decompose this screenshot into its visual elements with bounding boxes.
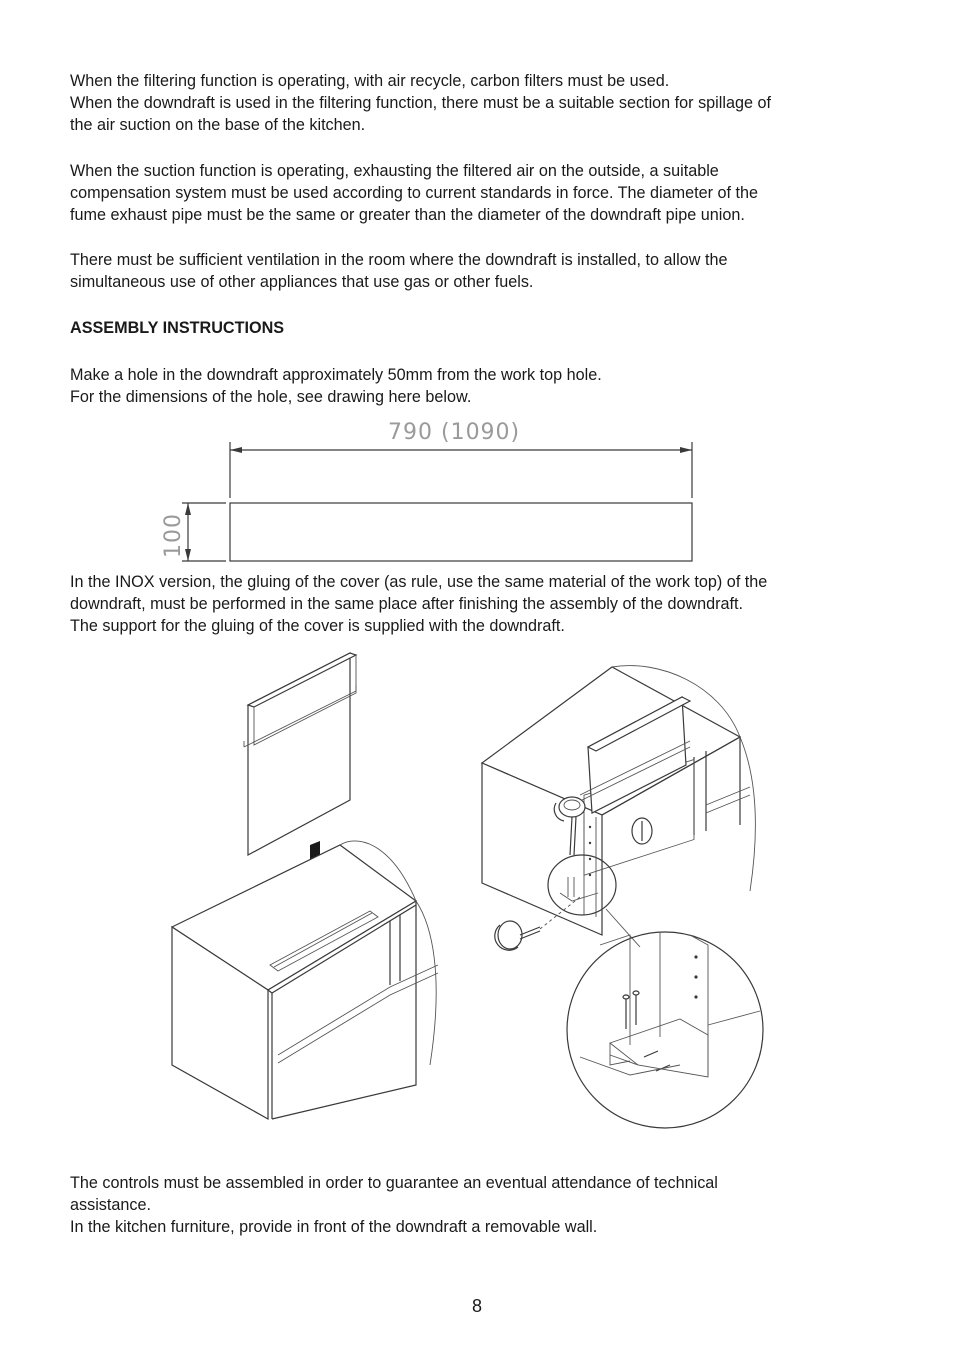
text-line: When the suction function is operating, exhausting the filtered air on the outside, a suitable <box>70 162 719 180</box>
arrow-head <box>680 447 692 453</box>
paragraph-inox <box>70 571 880 637</box>
text-line: When the filtering function is operating, with air recycle, carbon filters must be used. <box>70 72 670 90</box>
text-line: The support for the gluing of the cover is supplied with the downdraft. <box>70 617 565 635</box>
text-line: For the dimensions of the hole, see drawing here below. <box>70 388 472 406</box>
text-line: Make a hole in the downdraft approximately 50mm from the work top hole. <box>70 366 602 384</box>
text-line: the air suction on the base of the kitchen. <box>70 116 366 134</box>
text-line: When the downdraft is used in the filtering function, there must be a suitable section for spillage of <box>70 94 771 112</box>
paragraph-hole <box>70 364 880 408</box>
arrow-head <box>230 447 242 453</box>
height-dimension-label: 100 <box>161 513 186 558</box>
section-heading: ASSEMBLY INSTRUCTIONS <box>70 319 285 337</box>
text-line: In the INOX version, the gluing of the cover (as rule, use the same material of the work top) of the <box>70 573 768 591</box>
kitchen-cabinet-left <box>172 841 438 1119</box>
paragraph-suction <box>70 160 880 226</box>
text-line: fume exhaust pipe must be the same or greater than the diameter of the downdraft pipe union. <box>70 206 745 224</box>
text-line: There must be sufficient ventilation in the room where the downdraft is installed, to allow the <box>70 251 728 269</box>
text-line: In the kitchen furniture, provide in front of the downdraft a removable wall. <box>70 1218 598 1236</box>
hole-rectangle <box>230 503 692 561</box>
kitchen-cabinet-right <box>482 666 755 935</box>
downdraft-unit <box>244 653 356 855</box>
text-line: downdraft, must be performed in the same place after finishing the assembly of the downdraft. <box>70 595 744 613</box>
text-line: The controls must be assembled in order to guarantee an eventual attendance of technical <box>70 1174 718 1192</box>
detail-circle-large <box>567 932 763 1128</box>
paragraph-ventilation <box>70 249 880 293</box>
hole-dimension-drawing <box>150 412 710 568</box>
paragraph-filtering <box>70 70 880 136</box>
width-dimension-label: 790 (1090) <box>388 420 521 445</box>
text-line: assistance. <box>70 1196 151 1214</box>
paragraph-controls <box>70 1172 880 1238</box>
page-number: 8 <box>471 1296 482 1316</box>
text-line: simultaneous use of other appliances that use gas or other fuels. <box>70 273 534 291</box>
assembly-illustration <box>160 645 780 1135</box>
text-line: compensation system must be used according to current standards in force. The diameter of the <box>70 184 759 202</box>
